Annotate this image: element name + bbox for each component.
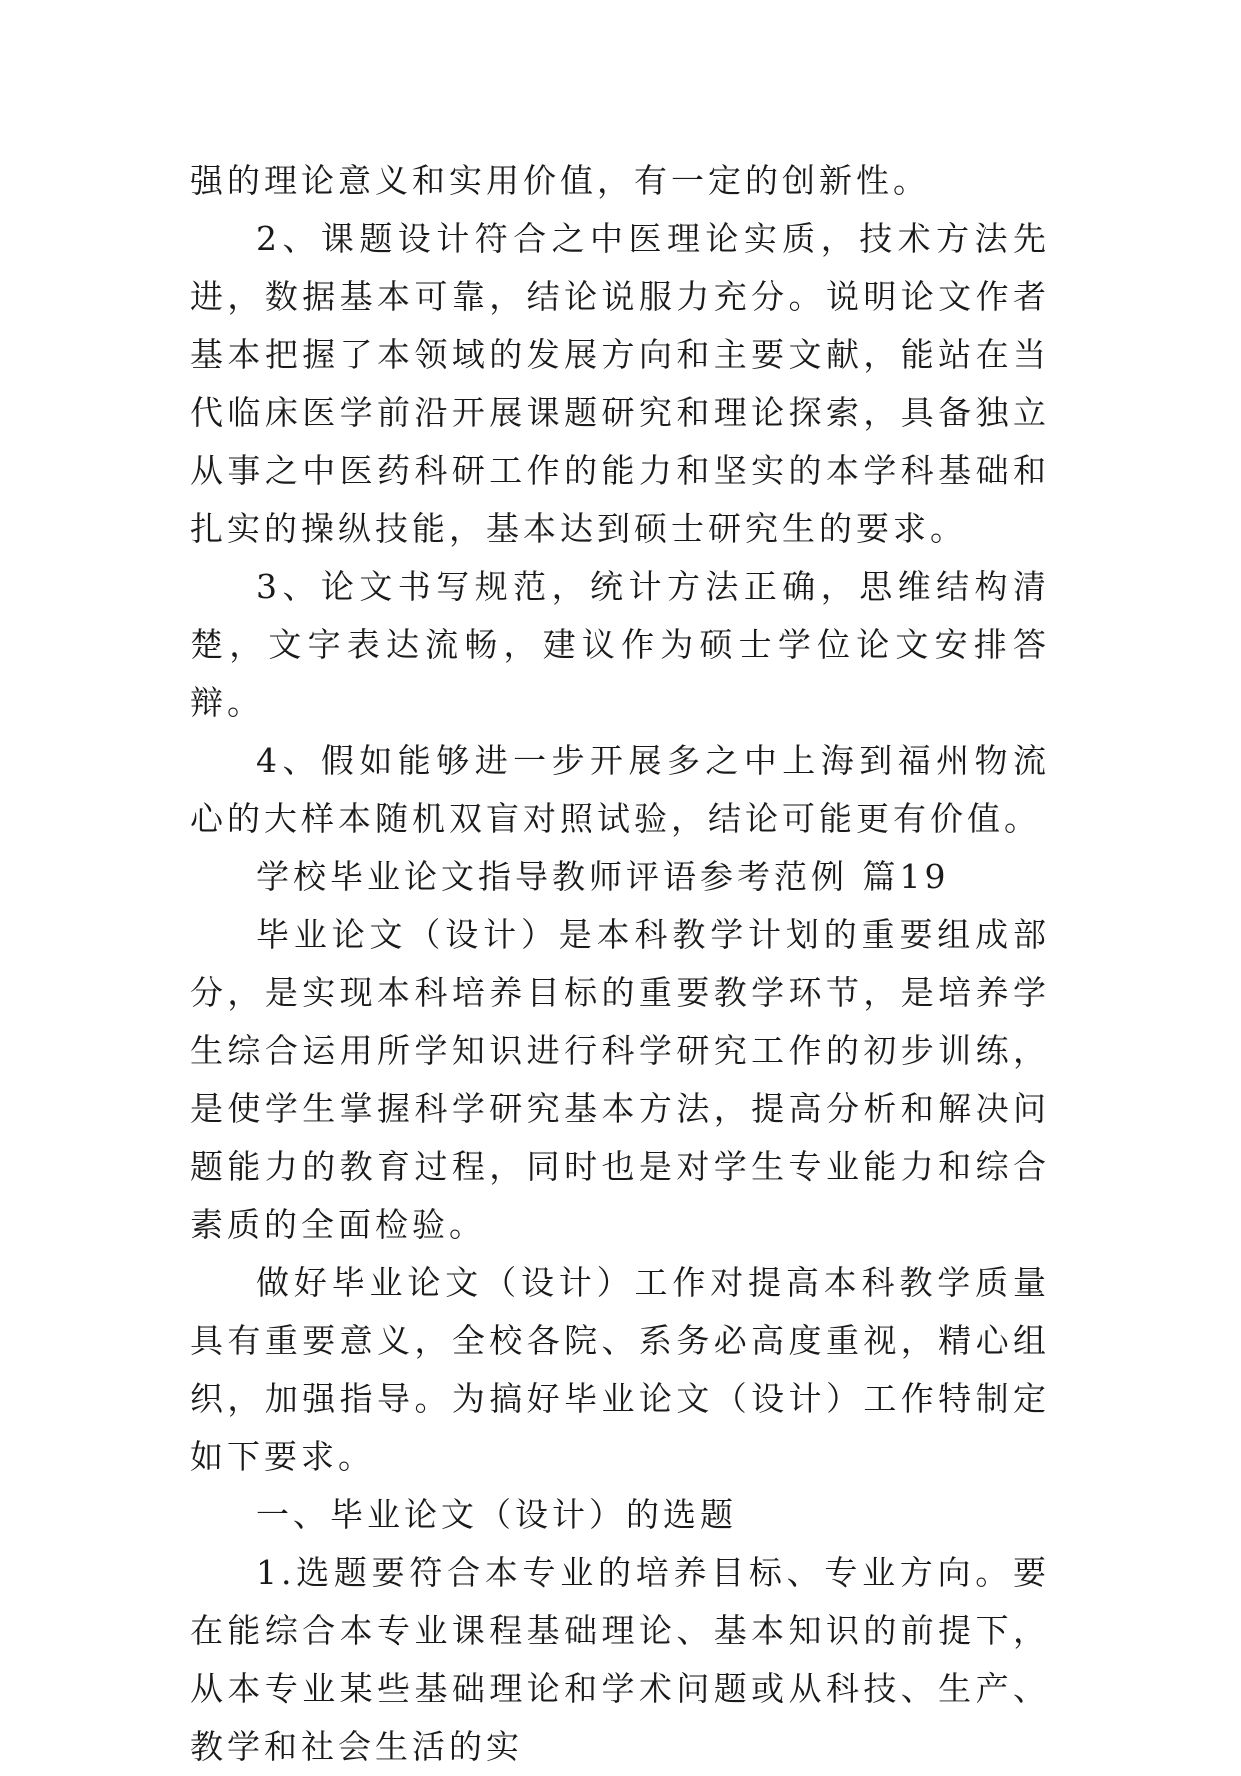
paragraph-intro: 毕业论文（设计）是本科教学计划的重要组成部分，是实现本科培养目标的重要教学环节，是培养学生综合运用所学知识进行科学研究工作的初步训练，是使学生掌握科学研究基本方法，提高分析和解决问题能力的教育过程，同时也是对学生专业能力和综合素质的全面检验。 <box>190 915 1050 1244</box>
paragraph-item-3: 3、论文书写规范，统计方法正确，思维结构清楚，文字表达流畅，建议作为硕士学位论文安排答辩。 <box>190 567 1050 722</box>
section-heading: 学校毕业论文指导教师评语参考范例 篇19 <box>256 857 950 896</box>
paragraph-continuation: 强的理论意义和实用价值，有一定的创新性。 <box>190 161 930 200</box>
paragraph-topic-selection: 1.选题要符合本专业的培养目标、专业方向。要在能综合本专业课程基础理论、基本知识的前提下，从本专业某些基础理论和学术问题或从科技、生产、教学和社会生活的实 <box>190 1553 1050 1766</box>
subsection-heading: 一、毕业论文（设计）的选题 <box>256 1495 737 1534</box>
paragraph-item-2: 2、课题设计符合之中医理论实质，技术方法先进，数据基本可靠，结论说服力充分。说明论文作者基本把握了本领域的发展方向和主要文献，能站在当代临床医学前沿开展课题研究和理论探索，具备独立从事之中医药科研工作的能力和坚实的本学科基础和扎实的操纵技能，基本达到硕士研究生的要求。 <box>190 219 1050 548</box>
paragraph-item-4: 4、假如能够进一步开展多之中上海到福州物流心的大样本随机双盲对照试验，结论可能更有价值。 <box>190 741 1050 838</box>
paragraph-requirements: 做好毕业论文（设计）工作对提高本科教学质量具有重要意义，全校各院、系务必高度重视，精心组织，加强指导。为搞好毕业论文（设计）工作特制定如下要求。 <box>190 1263 1050 1476</box>
document-body <box>190 152 1050 1776</box>
